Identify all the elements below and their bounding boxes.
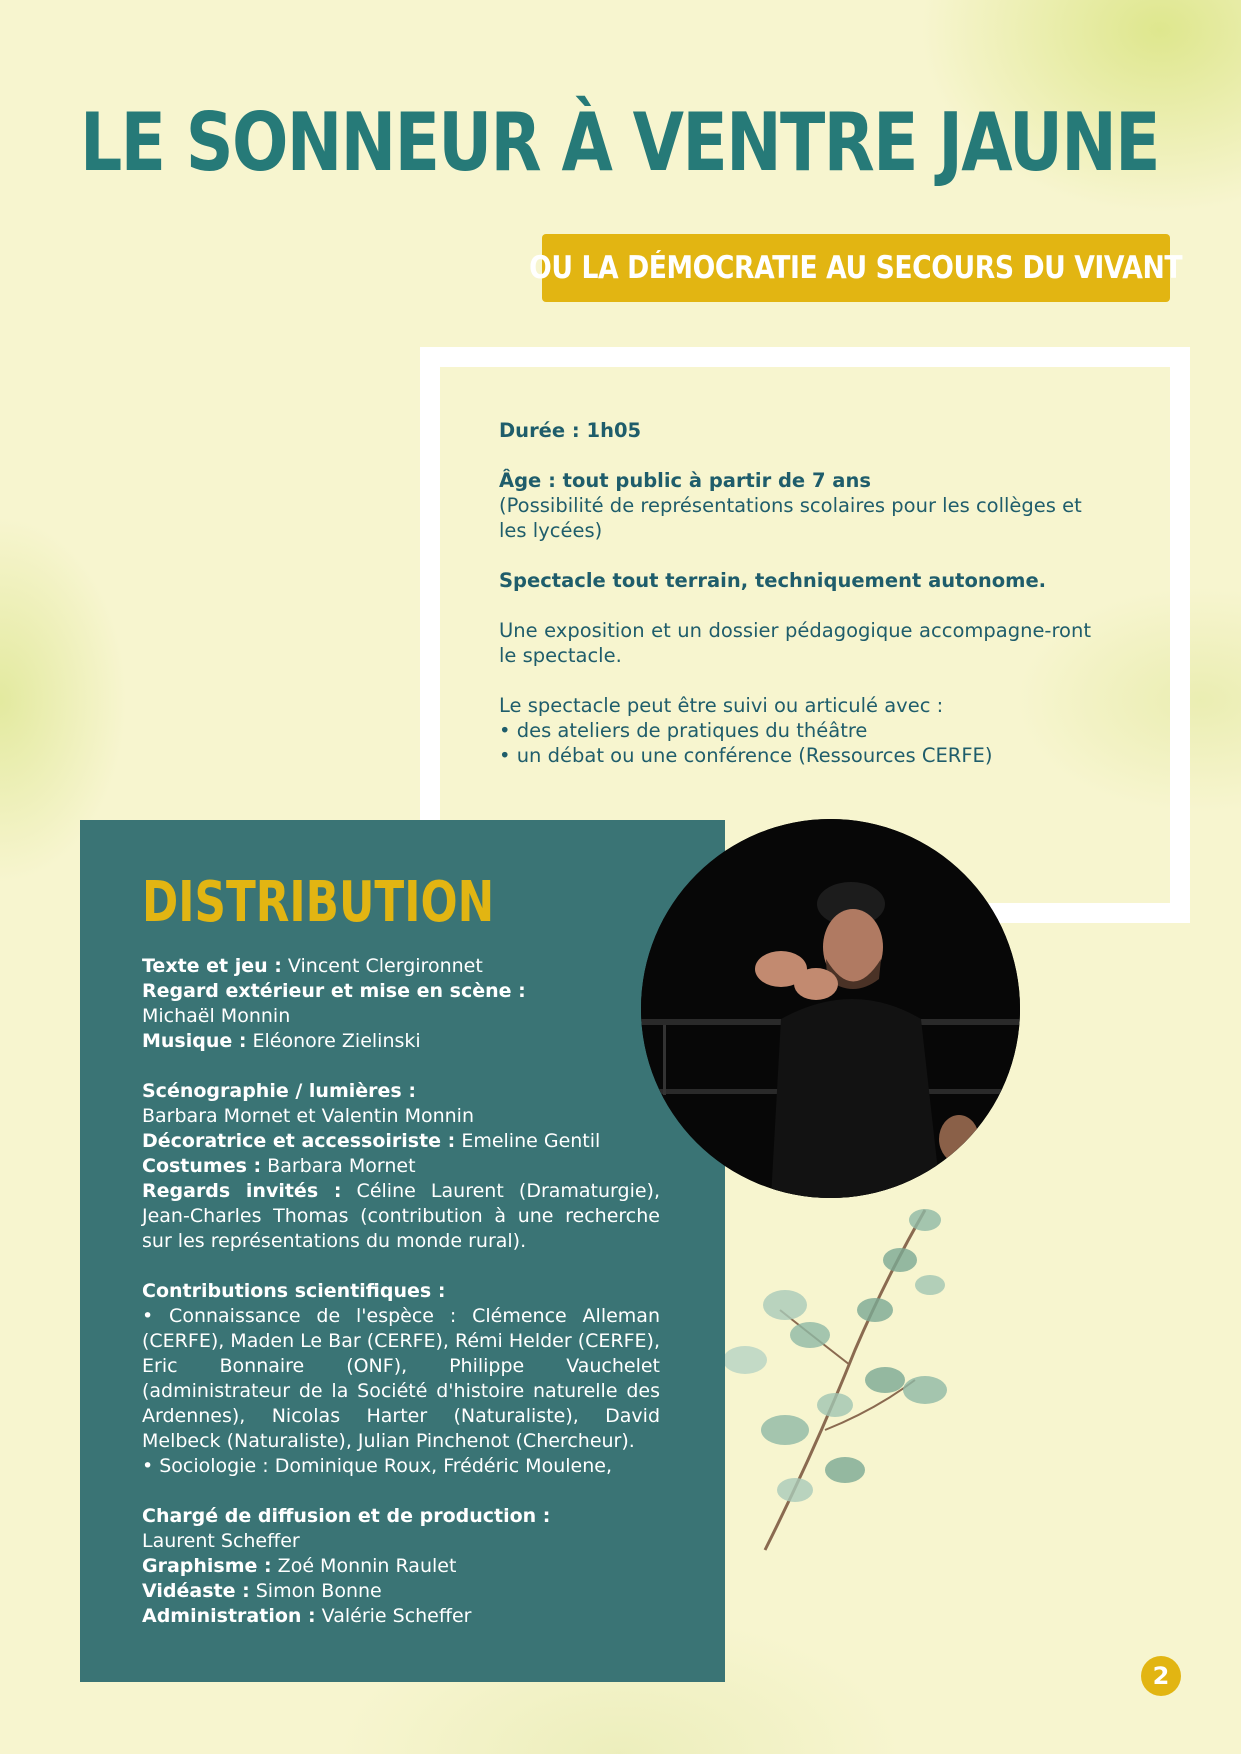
credit-line — [142, 1604, 660, 1629]
credit-value: Barbara Mornet — [261, 1155, 416, 1177]
credit-line — [142, 1129, 660, 1154]
info-panel — [499, 418, 1091, 793]
expo-text: Une exposition et un dossier pédagogique accompagne-ront le spectacle. — [499, 619, 1091, 667]
credit-label: Regard extérieur et mise en scène : — [142, 980, 526, 1002]
credit-value: • Sociologie : Dominique Roux, Frédéric Moulene, — [142, 1455, 612, 1477]
credit-value: Valérie Scheffer — [315, 1605, 472, 1627]
credit-label: Texte et jeu : — [142, 955, 282, 977]
page-title: LE SONNEUR À VENTRE JAUNE — [80, 96, 1159, 189]
follow-intro: Le spectacle peut être suivi ou articulé avec : — [499, 694, 944, 717]
credit-line — [142, 1554, 660, 1579]
credit-label: Musique : — [142, 1030, 247, 1052]
subtitle-band — [529, 234, 1183, 302]
credit-value: • Connaissance de l'espèce : Clémence Alleman (CERFE), Maden Le Bar (CERFE), Rémi Helder (CERFE), Eric Bonnaire (ONF), Philippe Vauchelet (administrateur de la Société d'histoire naturelle des Ardennes), Nicolas Harter (Naturaliste), David Melbeck (Naturaliste), Julian Pinchenot (Chercheur). — [142, 1305, 660, 1452]
follow-item: • un débat ou une conférence (Ressources CERFE) — [499, 744, 993, 767]
credit-line — [142, 1029, 660, 1054]
distribution-text — [142, 954, 660, 1654]
age-text: Âge : tout public à partir de 7 ans — [499, 469, 871, 492]
credit-label: Vidéaste : — [142, 1580, 250, 1602]
follow-item: • des ateliers de pratiques du théâtre — [499, 719, 868, 742]
credit-value: Simon Bonne — [249, 1580, 382, 1602]
credit-label: Regards invités : — [142, 1180, 342, 1202]
credit-value: Zoé Monnin Raulet — [271, 1555, 457, 1577]
distribution-heading: DISTRIBUTION — [142, 870, 495, 935]
credit-line — [142, 1579, 660, 1604]
credit-line — [142, 1504, 660, 1529]
credit-label: Contributions scientifiques : — [142, 1280, 446, 1302]
credit-value: Eléonore Zielinski — [246, 1030, 421, 1052]
credit-value: Michaël Monnin — [142, 1005, 291, 1027]
credit-line — [142, 1179, 660, 1254]
subtitle: OU LA DÉMOCRATIE AU SECOURS DU VIVANT — [529, 250, 1183, 286]
credit-line — [142, 1279, 660, 1304]
leaves-icon — [725, 1190, 965, 1560]
credit-label: Administration : — [142, 1605, 316, 1627]
credit-value: Vincent Clergironnet — [281, 955, 483, 977]
credit-line — [142, 954, 660, 979]
credit-value: Emeline Gentil — [455, 1130, 601, 1152]
credit-line — [142, 1079, 660, 1104]
performer-photo — [641, 819, 1020, 1198]
credit-value: Barbara Mornet et Valentin Monnin — [142, 1105, 474, 1127]
credit-label: Costumes : — [142, 1155, 262, 1177]
credit-line — [142, 979, 660, 1004]
credit-value: Laurent Scheffer — [142, 1530, 300, 1552]
age-note: (Possibilité de représentations scolaires pour les collèges et les lycées) — [499, 494, 1082, 542]
credit-label: Graphisme : — [142, 1555, 272, 1577]
performer-illustration — [641, 819, 1020, 1198]
duration-text: Durée : 1h05 — [499, 419, 642, 442]
credit-line — [142, 1154, 660, 1179]
credit-label: Scénographie / lumières : — [142, 1080, 416, 1102]
credit-value: Céline Laurent (Dramaturgie), Jean-Charles Thomas (contribution à une recherche sur les représentations du monde rural). — [142, 1180, 660, 1252]
tech-text: Spectacle tout terrain, techniquement autonome. — [499, 569, 1047, 592]
credit-label: Décoratrice et accessoiriste : — [142, 1130, 456, 1152]
credit-label: Chargé de diffusion et de production : — [142, 1505, 551, 1527]
page-number: 2 — [1141, 1656, 1181, 1696]
